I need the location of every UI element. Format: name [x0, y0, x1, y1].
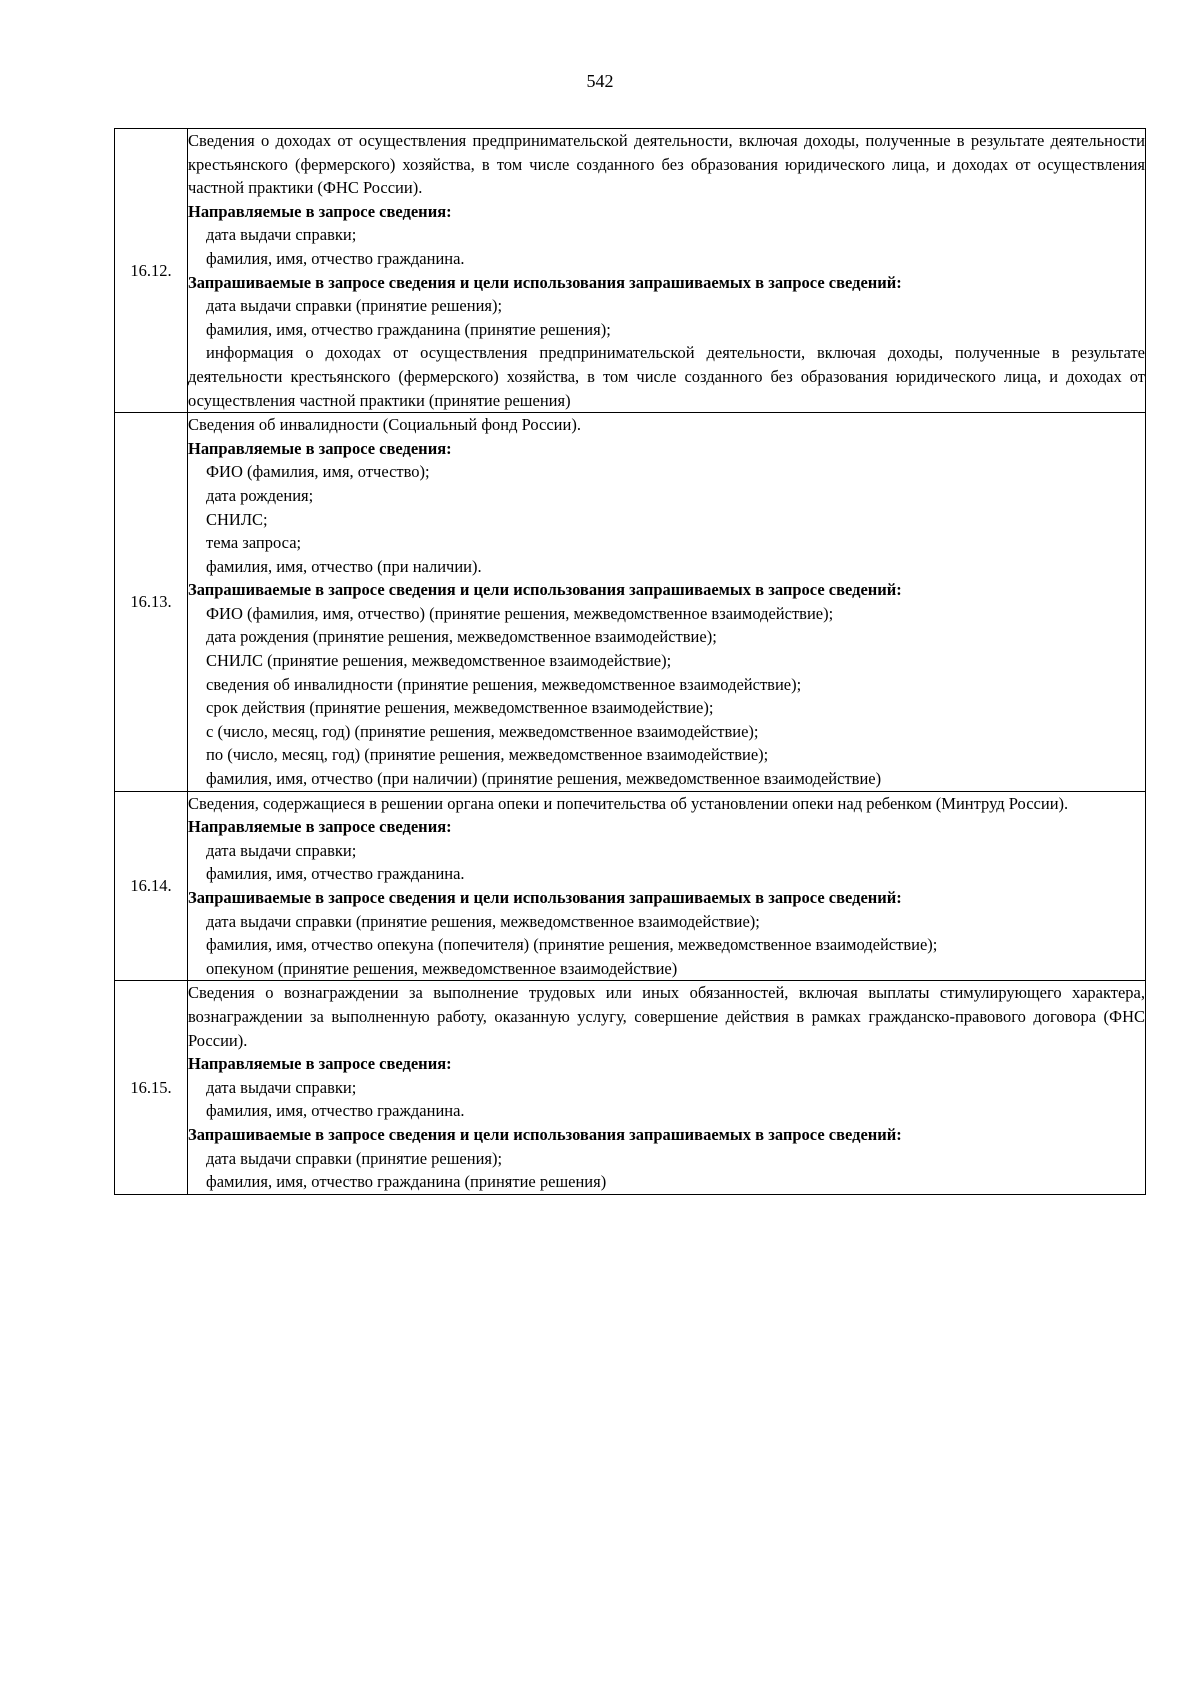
list-item: фамилия, имя, отчество (при наличии). — [206, 556, 482, 576]
list-item: опекуном (принятие решения, межведомственное взаимодействие) — [206, 958, 678, 978]
list-item: информация о доходах от осуществления предпринимательской деятельности, включая доходы, полученные в результате деятельности крестьянского (фермерского) хозяйства, в том числе созданного без образования юридического лица, и доходах от осуществления частной практики (принятие решения) — [188, 343, 1145, 410]
list-item: СНИЛС (принятие решения, межведомственное взаимодействие); — [206, 651, 672, 671]
list-item: фамилия, имя, отчество гражданина (принятие решения) — [206, 1172, 607, 1192]
list-item: дата выдачи справки (принятие решения); — [206, 296, 503, 316]
row-title: Сведения об инвалидности (Социальный фонд России). — [188, 415, 581, 435]
list-item: дата выдачи справки; — [206, 1077, 357, 1097]
list-item: фамилия, имя, отчество (при наличии) (принятие решения, межведомственное взаимодействие) — [206, 769, 882, 789]
table-row — [115, 129, 1146, 413]
row-number: 16.14. — [115, 791, 188, 981]
list-item: дата выдачи справки (принятие решения, межведомственное взаимодействие); — [206, 911, 760, 931]
list-item: фамилия, имя, отчество гражданина. — [206, 864, 465, 884]
list-item: СНИЛС; — [206, 509, 268, 529]
list-item: фамилия, имя, отчество гражданина. — [206, 248, 465, 268]
list-item: дата выдачи справки; — [206, 225, 357, 245]
row-number: 16.12. — [115, 129, 188, 413]
requested-heading: Запрашиваемые в запросе сведения и цели использования запрашиваемых в запросе сведений: — [188, 272, 902, 292]
row-number: 16.13. — [115, 413, 188, 792]
requested-heading: Запрашиваемые в запросе сведения и цели использования запрашиваемых в запросе сведений: — [188, 1124, 902, 1144]
list-item: ФИО (фамилия, имя, отчество) (принятие решения, межведомственное взаимодействие); — [206, 603, 834, 623]
list-item: фамилия, имя, отчество гражданина (принятие решения); — [206, 319, 611, 339]
list-item: дата выдачи справки (принятие решения); — [206, 1148, 503, 1168]
sent-heading: Направляемые в запросе сведения: — [188, 201, 452, 221]
list-item: фамилия, имя, отчество опекуна (попечителя) (принятие решения, межведомственное взаимодействие); — [206, 935, 938, 955]
sent-heading: Направляемые в запросе сведения: — [188, 438, 452, 458]
table-row — [115, 791, 1146, 981]
row-title: Сведения о вознаграждении за выполнение трудовых или иных обязанностей, включая выплаты стимулирующего характера, вознаграждении за выполненную работу, оказанную услугу, совершение действия в рамках гражданско-правового договора (ФНС России). — [188, 983, 1145, 1050]
page-number: 542 — [586, 71, 614, 91]
list-item: срок действия (принятие решения, межведомственное взаимодействие); — [206, 698, 714, 718]
document-table — [114, 128, 1146, 1195]
list-item: по (число, месяц, год) (принятие решения, межведомственное взаимодействие); — [206, 745, 769, 765]
row-content — [188, 981, 1146, 1194]
list-item: дата выдачи справки; — [206, 840, 357, 860]
row-title: Сведения, содержащиеся в решении органа опеки и попечительства об установлении опеки над ребенком (Минтруд России). — [188, 793, 1069, 813]
list-item: фамилия, имя, отчество гражданина. — [206, 1101, 465, 1121]
row-content — [188, 129, 1146, 413]
list-item: сведения об инвалидности (принятие решения, межведомственное взаимодействие); — [206, 674, 802, 694]
row-number: 16.15. — [115, 981, 188, 1194]
table-row — [115, 981, 1146, 1194]
sent-heading: Направляемые в запросе сведения: — [188, 817, 452, 837]
list-item: дата рождения; — [206, 485, 314, 505]
table-row — [115, 413, 1146, 792]
list-item: дата рождения (принятие решения, межведомственное взаимодействие); — [206, 627, 717, 647]
list-item: тема запроса; — [206, 533, 302, 553]
row-title: Сведения о доходах от осуществления предпринимательской деятельности, включая доходы, полученные в результате деятельности крестьянского (фермерского) хозяйства, в том числе созданного без образования юридического лица, и доходах от осуществления частной практики (ФНС России). — [188, 131, 1145, 198]
list-item: ФИО (фамилия, имя, отчество); — [206, 462, 430, 482]
requested-heading: Запрашиваемые в запросе сведения и цели использования запрашиваемых в запросе сведений: — [188, 888, 902, 907]
row-content — [188, 791, 1146, 981]
sent-heading: Направляемые в запросе сведения: — [188, 1054, 452, 1074]
row-content — [188, 413, 1146, 792]
list-item: с (число, месяц, год) (принятие решения, межведомственное взаимодействие); — [206, 721, 759, 741]
requested-heading: Запрашиваемые в запросе сведения и цели использования запрашиваемых в запросе сведений: — [188, 580, 902, 600]
